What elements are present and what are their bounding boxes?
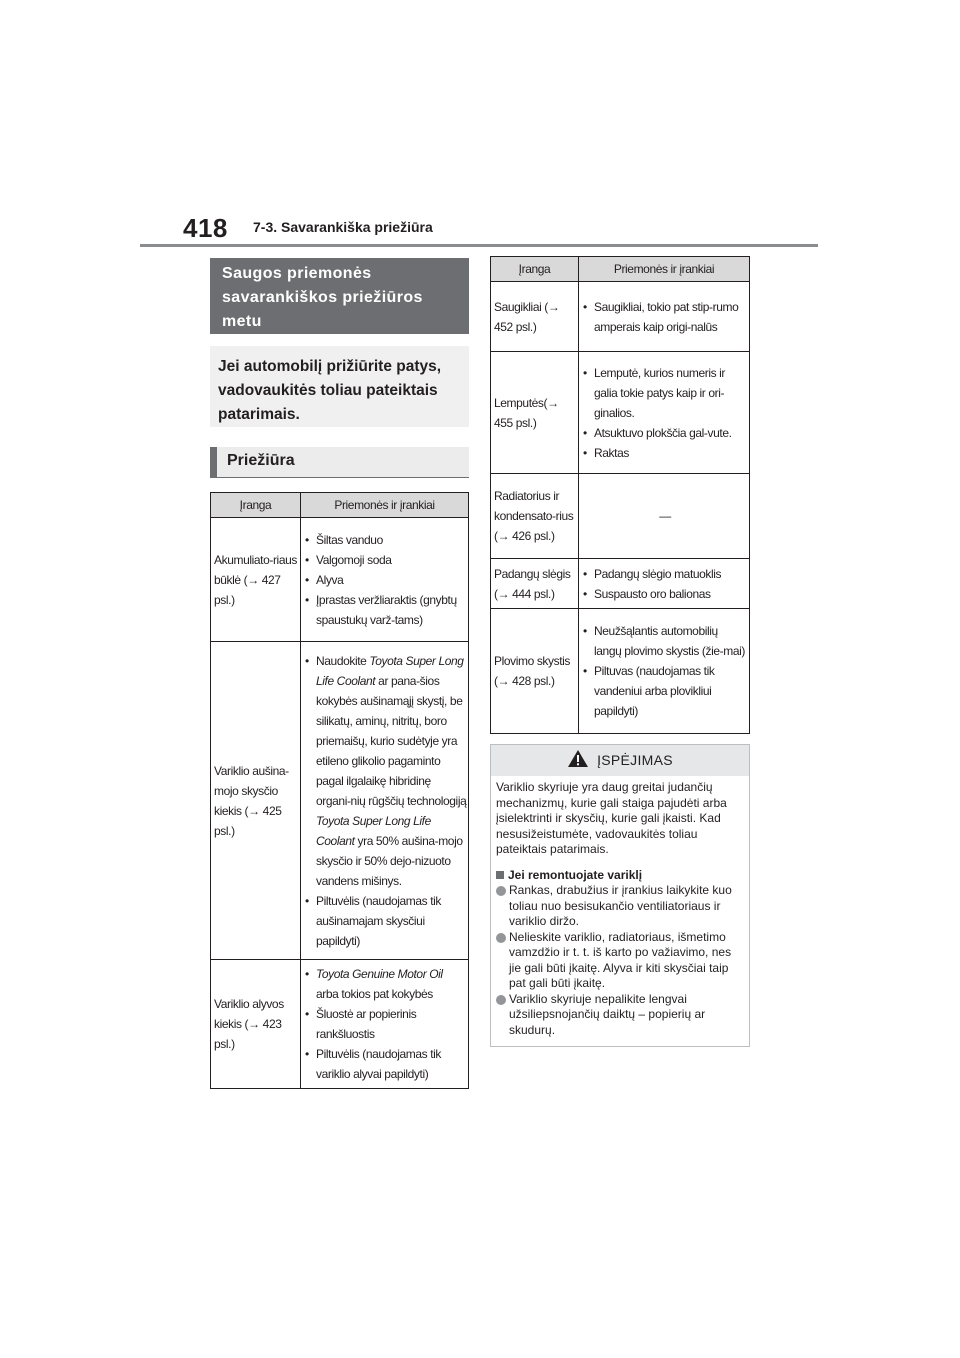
warning-subhead [496,868,743,884]
list-item: • Šluostė ar popierinis rankšluostis [304,1004,467,1044]
safety-title: Saugos priemonės savarankiškos priežiūros metu [210,258,469,334]
list-item: • Valgomoji soda [304,550,467,570]
list-item [304,651,467,891]
list-item: • Suspausto oro balionas [582,584,748,604]
warning-box [490,744,750,1047]
column-header-equipment: Įranga [211,493,301,518]
tools-cell [301,960,469,1089]
product-name: Toyota Super Long Life Coolant [316,813,431,848]
product-name: Toyota Super Long Life Coolant [316,653,464,688]
tools-cell [301,642,469,960]
product-name: Toyota Genuine Motor Oil [316,967,443,981]
round-bullet-icon [496,886,506,896]
equipment-cell: Akumuliato-riaus būklė (→ 427 psl.) [211,518,301,642]
equipment-cell: Plovimo skystis (→ 428 psl.) [491,609,579,734]
tools-cell [579,352,750,474]
warning-intro: Variklio skyriuje yra daug greitai judančių mechanizmų, kurie gali staiga pajudėti arba įsielektrinti ir skysčių, kurie gali įkaisti. Kad nesusižeistumėte, vadovaukitės toliau pateiktais patarimais. [496,780,727,856]
square-bullet-icon [496,871,504,879]
page-number: 418 [183,213,228,243]
equipment-cell: Variklio alyvos kiekis (→ 423 psl.) [211,960,301,1089]
list-item: • Piltuvėlis (naudojamas tik aušinamajam skysčiui papildyti) [304,891,467,951]
warning-item [496,992,743,1039]
warning-item-text: Nelieskite variklio, radiatoriaus, išmetimo vamzdžio ir t. t. iš karto po važiavimo, nes jie gali būti įkaitę. Alyva ir kiti skysčiai taip pat gali būti įkaitę. [509,929,732,990]
list-item: • Raktas [582,443,748,463]
warning-item-text: Rankas, drabužius ir įrankius laikykite kuo toliau nuo besisukančio ventiliatoriaus ir variklio diržo. [509,883,732,928]
list-item: • Alyva [304,570,467,590]
table-row [211,960,469,1089]
intro-text: Jei automobilį prižiūrite patys, vadovaukitės toliau pateiktais patarimais. [210,346,469,427]
table-row [491,609,750,734]
list-item: • Piltuvėlis (naudojamas tik variklio alyvai papildyti) [304,1044,467,1084]
round-bullet-icon [496,933,506,943]
text-run: yra 50% aušina-mojo skysčio ir 50% dejo-nizuoto vandens mišinys. [316,833,463,888]
warning-body [491,776,749,1046]
text-run: arba tokios pat kokybės [316,987,433,1001]
table-row [491,474,750,559]
tools-cell: — [579,474,750,559]
right-column [490,256,750,1047]
maintenance-table-left [210,492,469,1089]
table-header-row [211,493,469,518]
equipment-cell: Padangų slėgis (→ 444 psl.) [491,559,579,609]
warning-subhead-text: Jei remontuojate variklį [508,867,643,882]
warning-item [496,930,743,992]
warning-triangle-icon [567,749,589,768]
list-item: • Atsuktuvo plokščia gal-vute. [582,423,748,443]
equipment-cell: Variklio aušina-mojo skysčio kiekis (→ 425 psl.) [211,642,301,960]
column-header-equipment: Įranga [491,257,579,282]
warning-item-text: Variklio skyriuje nepalikite lengvai užsiliepsnojančių daiktų – popierių ar skudurų. [509,991,706,1037]
warning-header [491,745,749,776]
section-title: 7-3. Savarankiška priežiūra [253,219,433,235]
tools-cell [579,609,750,734]
round-bullet-icon [496,995,506,1005]
header-divider [140,244,818,247]
table-row [491,352,750,474]
equipment-cell: Radiatorius ir kondensato-rius (→ 426 psl.) [491,474,579,559]
list-item [304,964,467,1004]
tools-cell [301,518,469,642]
list-item: • Neužšąlantis automobilių langų plovimo skystis (žie-mai) [582,621,748,661]
list-item: • Šiltas vanduo [304,530,467,550]
list-item: • Padangų slėgio matuoklis [582,564,748,584]
column-header-tools: Priemonės ir įrankiai [579,257,750,282]
left-column [210,258,469,1089]
equipment-cell: Saugikliai (→ 452 psl.) [491,282,579,352]
list-item: • Saugikliai, tokio pat stip-rumo amperais kaip origi-nalūs [582,297,748,337]
list-item: • Įprastas veržliaraktis (gnybtų spaustukų varž-tams) [304,590,467,630]
table-row [491,559,750,609]
list-item: • Piltuvas (naudojamas tik vandeniui arba plovikliui papildyti) [582,661,748,721]
text-run: Naudokite [316,653,370,668]
column-header-tools: Priemonės ir įrankiai [301,493,469,518]
list-item: • Lemputė, kurios numeris ir galia tokie patys kaip ir ori-ginalios. [582,363,748,423]
table-row [491,282,750,352]
table-row [211,518,469,642]
table-row [211,642,469,960]
warning-item [496,883,743,930]
maintenance-subtitle: Priežiūra [210,447,469,478]
text-run: ar pana-šios kokybės aušinamąjį skystį, be silikatų, aminų, nitritų, boro priemaišų, kurio sudėtyje yra etileno glikolio pagaminto pagal ilgalaikę hibridinę organi-nių rūgščių technologiją [316,673,467,808]
tools-cell [579,559,750,609]
maintenance-table-right [490,256,750,734]
table-header-row [491,257,750,282]
tools-cell [579,282,750,352]
equipment-cell: Lemputės(→ 455 psl.) [491,352,579,474]
warning-title: ĮSPĖJIMAS [597,752,673,768]
